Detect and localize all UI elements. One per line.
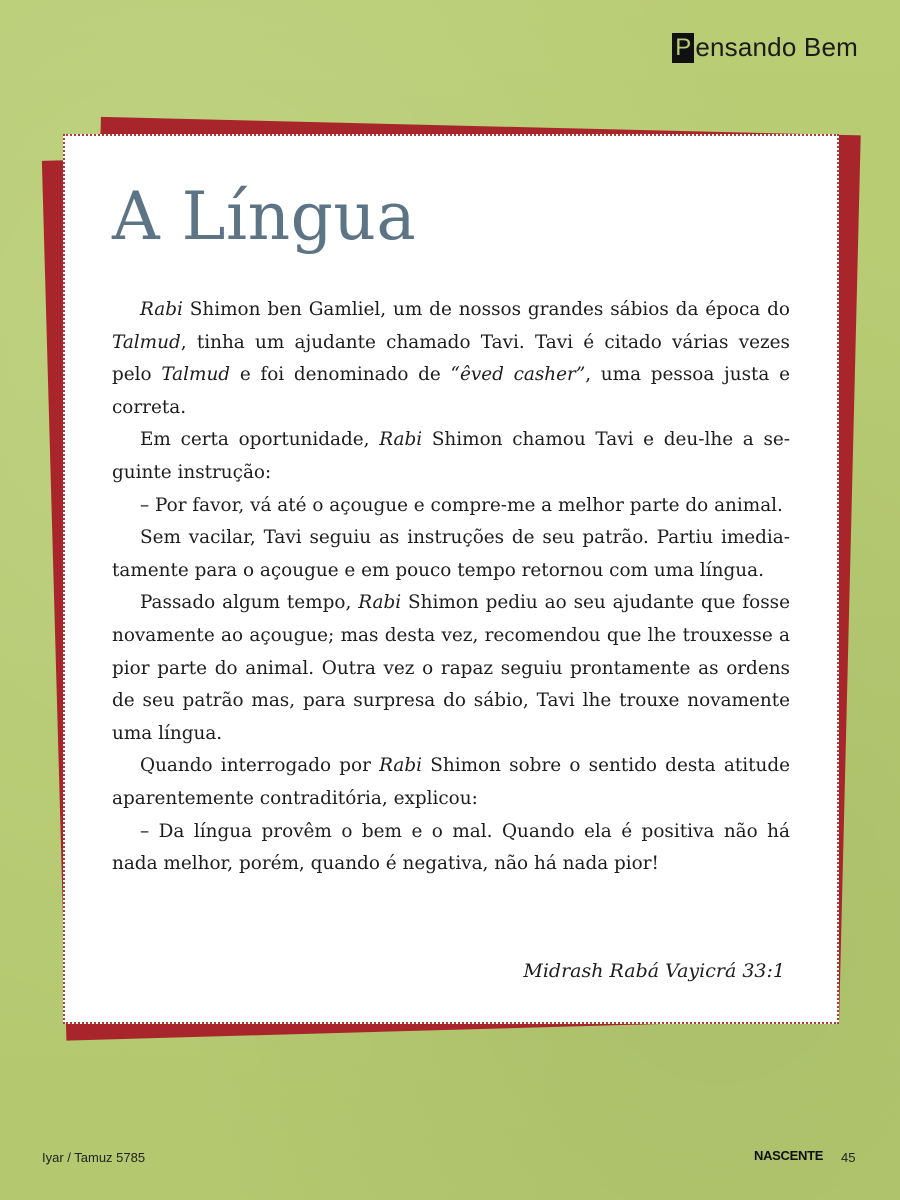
text-run: – Da língua provêm o bem e o mal. Quando ela é positiva não há nada melhor, porém, quando é negativa, não há nada pior!	[112, 820, 790, 875]
article-body	[112, 294, 790, 881]
article-card	[63, 134, 839, 1024]
text-run: Passado algum tempo,	[140, 592, 359, 614]
article-paragraph	[112, 294, 790, 424]
article-paragraph	[112, 522, 790, 587]
italic-run: “êved casher”	[450, 364, 586, 386]
text-run: e foi denominado de	[230, 364, 451, 386]
issue-label: Iyar / Tamuz 5785	[42, 1150, 146, 1165]
text-run: – Por favor, vá até o açougue e compre-me a melhor parte do animal.	[140, 494, 783, 516]
article-paragraph	[112, 750, 790, 815]
text-run: Em certa oportunidade,	[140, 429, 380, 451]
section-header	[672, 32, 858, 63]
section-title: ensando Bem	[695, 32, 858, 62]
article-paragraph	[112, 424, 790, 489]
article-title: A Língua	[112, 178, 417, 255]
text-run: Shimon sobre o sentido desta atitude aparentemente contraditória, explicou:	[112, 755, 790, 809]
article-paragraph	[112, 490, 790, 523]
text-run: Sem vacilar, Tavi seguiu as instruções de seu patrão. Partiu imediatamente para o açougue e em pouco tempo retornou com uma língua.	[112, 527, 790, 581]
italic-run: Rabi	[379, 755, 423, 777]
text-run: Shimon chamou Tavi e deu-lhe a seguinte instrução:	[112, 429, 791, 483]
italic-run: Rabi	[358, 592, 402, 614]
article-paragraph	[112, 816, 790, 881]
article-paragraph	[112, 587, 790, 750]
text-run: , tinha um ajudante chamado Tavi. Tavi é citado várias vezes pelo	[112, 331, 790, 386]
text-run: Shimon ben Gamliel, um de nossos grandes sábios da época do	[182, 299, 790, 320]
italic-run: Talmud	[161, 364, 231, 386]
text-run: Shimon pediu ao seu ajudante que fosse novamente ao açougue; mas desta vez, recomendou que lhe trouxesse a pior parte do animal. Outra vez o rapaz seguiu prontamente as ordens de seu patrão mas, para surpresa do sábio, Tavi lhe trouxe novamente uma língua.	[112, 592, 790, 744]
section-initial: P	[672, 33, 694, 63]
text-run: Quando interrogado por	[140, 755, 380, 777]
italic-run: Rabi	[379, 429, 423, 451]
text-run: , uma pessoa justa e correta.	[112, 364, 790, 418]
italic-run: Talmud	[112, 331, 181, 353]
page-number: 45	[841, 1150, 856, 1165]
article-source: Midrash Rabá Vayicrá 33:1	[523, 960, 785, 982]
magazine-logo: NASCENTE	[754, 1148, 824, 1163]
italic-run: Rabi	[140, 299, 183, 320]
